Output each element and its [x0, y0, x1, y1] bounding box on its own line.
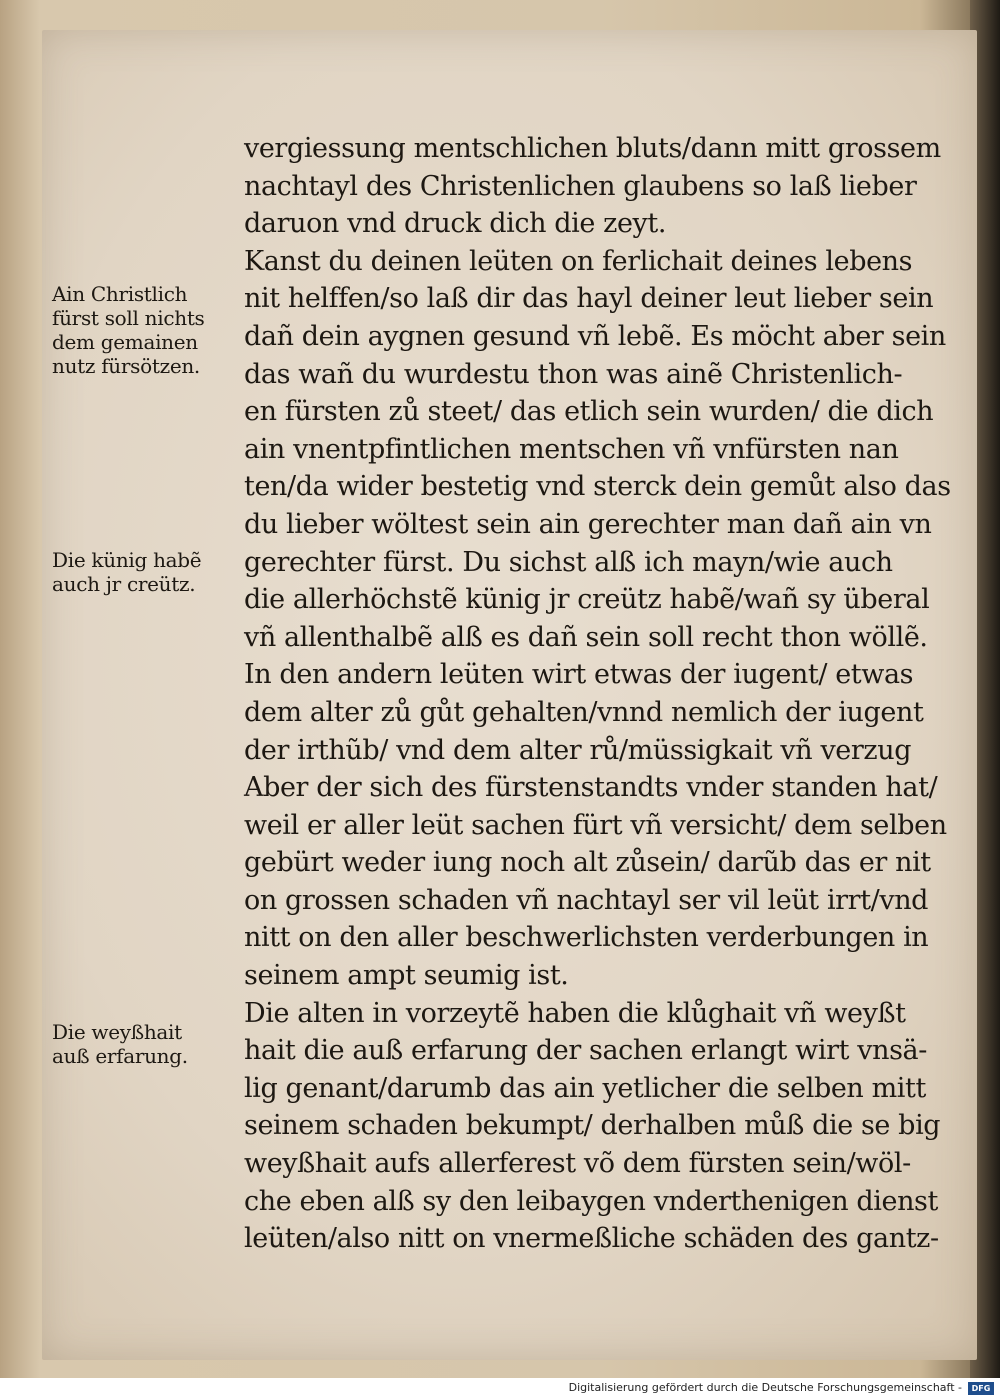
text-line: ain vnentpfintlichen mentschen vñ vnfürsten nan [244, 433, 899, 465]
text-line: seinem schaden bekumpt/ derhalben můß die se big [244, 1110, 941, 1142]
margin-note-line: fürst soll nichts [52, 306, 205, 330]
text-line: der irthũb/ vnd dem alter rů/müssigkait vñ verzug [244, 734, 912, 766]
margin-note-line: Ain Christlich [52, 282, 188, 306]
margin-note-line: nutz fürsötzen. [52, 354, 200, 378]
main-text-block [244, 130, 951, 1258]
text-line: gebürt weder iung noch alt zůsein/ darũb das er nit [244, 847, 931, 879]
digitization-footer [0, 1378, 1000, 1397]
text-line: die allerhöchstẽ künig jr creütz habẽ/wañ sy überal [244, 584, 930, 616]
text-line: en fürsten zů steet/ das etlich sein wurden/ die dich [244, 396, 934, 428]
text-line: Die alten in vorzeytẽ haben die klůghait vñ weyßt [244, 997, 906, 1029]
text-line: das wañ du wurdestu thon was ainẽ Christenlich- [244, 358, 903, 390]
text-line: nit helffen/so laß dir das hayl deiner leut lieber sein [244, 283, 934, 315]
text-line: lig genant/darumb das ain yetlicher die selben mitt [244, 1072, 926, 1104]
dfg-logo-icon: DFG [968, 1382, 994, 1395]
text-line: vergiessung mentschlichen bluts/dann mitt grossem [244, 133, 941, 164]
text-line: on grossen schaden vñ nachtayl ser vil leüt irrt/vnd [244, 884, 929, 916]
text-line: weil er aller leüt sachen fürt vñ versicht/ dem selben [244, 809, 947, 841]
text-line: dem alter zů gůt gehalten/vnnd nemlich der iugent [244, 696, 924, 728]
text-line: ten/da wider bestetig vnd sterck dein gemůt also das [244, 471, 951, 503]
margin-note-kings-cross [52, 548, 242, 596]
text-line: seinem ampt seumig ist. [244, 960, 569, 992]
margin-note-line: auß erfarung. [52, 1044, 188, 1068]
text-line: weyßhait aufs allerferest võ dem fürsten sein/wöl- [244, 1148, 911, 1180]
margin-note-line: auch jr creütz. [52, 572, 196, 596]
text-line: In den andern leüten wirt etwas der iugent/ etwas [244, 659, 914, 691]
text-line: nitt on den aller beschwerlichsten verderbungen in [244, 922, 929, 954]
text-line: dañ dein aygnen gesund vñ lebẽ. Es möcht aber sein [244, 320, 946, 352]
text-line: hait die auß erfarung der sachen erlangt wirt vnsä- [244, 1035, 927, 1067]
text-line: Kanst du deinen leüten on ferlichait deines lebens [244, 245, 913, 277]
text-line: nachtayl des Christenlichen glaubens so laß lieber [244, 170, 917, 202]
text-line: Aber der sich des fürstenstandts vnder standen hat/ [244, 772, 938, 804]
text-line: daruon vnd druck dich die zeyt. [244, 208, 667, 240]
margin-note-line: Die weyßhait [52, 1020, 182, 1044]
text-line: gerechter fürst. Du sichst alß ich mayn/wie auch [244, 546, 893, 578]
margin-note-wisdom [52, 1020, 242, 1068]
text-line: che eben alß sy den leibaygen vnderthenigen dienst [244, 1185, 938, 1217]
margin-note-christian-prince [52, 282, 242, 378]
text-line: vñ allenthalbẽ alß es dañ sein soll recht thon wöllẽ. [244, 621, 928, 653]
margin-note-line: dem gemainen [52, 330, 198, 354]
text-line: leüten/also nitt on vnermeßliche schäden des gantz- [244, 1223, 939, 1255]
margin-note-line: Die künig habẽ [52, 548, 202, 572]
text-line: du lieber wöltest sein ain gerechter man dañ ain vn [244, 508, 932, 540]
footer-credit-text: Digitalisierung gefördert durch die Deutsche Forschungsgemeinschaft - [568, 1381, 962, 1394]
